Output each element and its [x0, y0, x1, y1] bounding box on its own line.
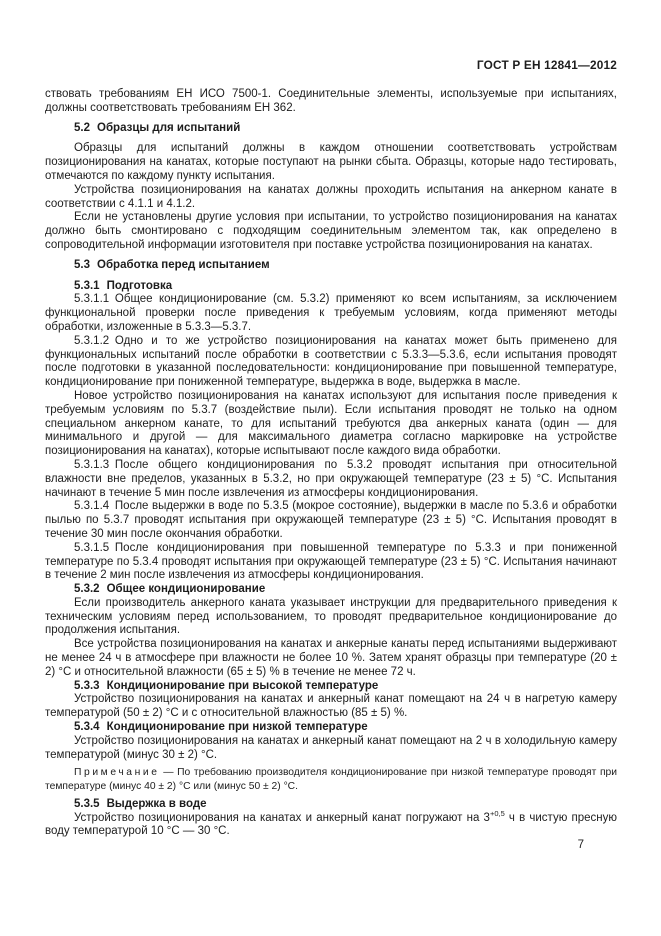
subsection-number: 5.3.1: [74, 279, 100, 292]
tolerance-superscript: +0,5: [489, 808, 505, 818]
paragraph: 5.3.1.4 После выдержки в воде по 5.3.5 (мокрое состояние), выдержки в масле по 5.3.6 и обработки пылью по 5.3.7 проводят испытания при окружающей температуре (23 ± 5) °С. Испытания проводят в течение 30 мин после окончания обработки.: [45, 500, 617, 540]
subsection-number: 5.3.4: [74, 721, 100, 734]
document-header: ГОСТ Р ЕН 12841—2012: [476, 58, 617, 72]
subsection-title: Общее кондиционирование: [106, 583, 266, 596]
paragraph-text: Устройство позиционирования на канатах и анкерный канат погружают на 3: [74, 811, 490, 824]
paragraph: ствовать требованиям ЕН ИСО 7500-1. Соединительные элементы, используемые при испытаниях, должны соответствовать требованиям ЕН 362.: [45, 88, 617, 114]
note-text: — По требованию производителя кондиционирование при низкой температуре проводят при температуре (минус 40 ± 2) °С или (минус 50 ± 2) °С.: [45, 767, 617, 792]
paragraph: [45, 808, 617, 840]
subsection-title: Подготовка: [106, 279, 173, 292]
subsection-title: Выдержка в воде: [106, 797, 207, 810]
subsection-number: 5.3.2: [74, 583, 100, 596]
paragraph: Если производитель анкерного каната указывает инструкции для предварительного приведения к техническим условиям перед использованием, то проводят предварительное кондиционирование до продолжения испытания.: [45, 596, 617, 637]
page-number: 7: [577, 839, 584, 851]
paragraph: Устройство позиционирования на канатах и анкерный канат помещают на 2 ч в холодильную камеру температурой (минус 30 ± 2) °С.: [45, 734, 617, 761]
paragraph: 5.3.1.3 После общего кондиционирования по 5.3.2 проводят испытания при относительной влажности вне пределов, указанных в 5.3.2, но при окружающей температуре (23 ± 5) °С. Испытания начинают в течение 5 мин после извлечения из атмосферы кондиционирования.: [45, 458, 617, 499]
section-heading: [45, 122, 617, 136]
paragraph: Образцы для испытаний должны в каждом отношении соответствовать устройствам позиционирования на канатах, которые поступают на рынки сбыта. Образцы, которые надо тестировать, отмечаются по каждому пункту испытания.: [45, 142, 617, 182]
paragraph: Если не установлены другие условия при испытании, то устройство позиционирования на канатах должно быть смонтировано с подходящим соединительным элементом так, как определено в сопроводительной информации изготовителя при поставке устройства позиционирования на канатах.: [45, 211, 617, 251]
subsection-heading: [45, 583, 617, 597]
paragraph: 5.3.1.2 Одно и то же устройство позиционирования на канатах может быть применено для функциональных испытаний после обработки в соответствии с 5.3.3—5.3.6, если испытания проводят после подготовки в указанной последовательности: кондиционирование при повышенной температуре, кондиционирование при пониженной температуре, выдержка в воде, выдержка в масле.: [45, 334, 617, 389]
section-heading: [45, 259, 617, 273]
paragraph: Устройства позиционирования на канатах должны проходить испытания на анкерном канате в соответствии с 4.1.1 и 4.1.2.: [45, 183, 617, 210]
subsection-number: 5.3.3: [74, 679, 100, 692]
paragraph: Устройство позиционирования на канатах и анкерный канат помещают на 24 ч в нагретую камеру температурой (50 ± 2) °С и с относительной влажностью (85 ± 5) %.: [45, 693, 617, 720]
paragraph: Новое устройство позиционирования на канатах используют для испытания после приведения к требуемым условиям по 5.3.7 (воздействие пыли). Если испытания проводят не только на одном специальном анкерном канате, то для испытаний требуются два анкерных каната (один — для минимального и другой — для максимального диаметра согласно маркировке на устройстве позиционирования на канатах), которые испытывают после каждого вида обработки.: [45, 389, 617, 458]
section-number: 5.3: [74, 258, 90, 271]
subsection-heading: [45, 280, 617, 294]
subsection-title: Кондиционирование при низкой температуре: [106, 721, 368, 734]
subsection-heading: [45, 798, 617, 812]
paragraph: 5.3.1.1 Общее кондиционирование (см. 5.3.2) применяют ко всем испытаниям, за исключением функциональной проверки после приведения к требуемым условиям, когда применяют методы обработки, изложенные в 5.3.3—5.3.7.: [45, 293, 617, 333]
section-title: Образцы для испытаний: [97, 121, 241, 134]
note: [45, 766, 617, 792]
paragraph-text: ч в чистую пресную воду температурой 10 °С — 30 °С.: [45, 811, 617, 838]
subsection-number: 5.3.5: [74, 797, 100, 810]
paragraph: Все устройства позиционирования на канатах и анкерные канаты перед испытаниями выдерживают не менее 24 ч в атмосфере при влажности не более 10 %. Затем хранят образцы при температуре (20 ± 2) °С и относительной влажности (65 ± 5) % в течение не менее 72 ч.: [45, 638, 617, 678]
subsection-heading: [45, 721, 617, 735]
subsection-title: Кондиционирование при высокой температуре: [106, 679, 379, 692]
subsection-heading: [45, 680, 617, 694]
paragraph: 5.3.1.5 После кондиционирования при повышенной температуре по 5.3.3 и при пониженной температуре по 5.3.4 проводят испытания при окружающей температуре (23 ± 5) °С. Испытания начинают в течение 2 мин после извлечения из атмосферы кондиционирования.: [45, 541, 617, 582]
section-title: Обработка перед испытанием: [97, 258, 270, 271]
note-label: Примечание: [74, 767, 160, 779]
section-number: 5.2: [74, 121, 90, 134]
document-body: [45, 88, 617, 839]
